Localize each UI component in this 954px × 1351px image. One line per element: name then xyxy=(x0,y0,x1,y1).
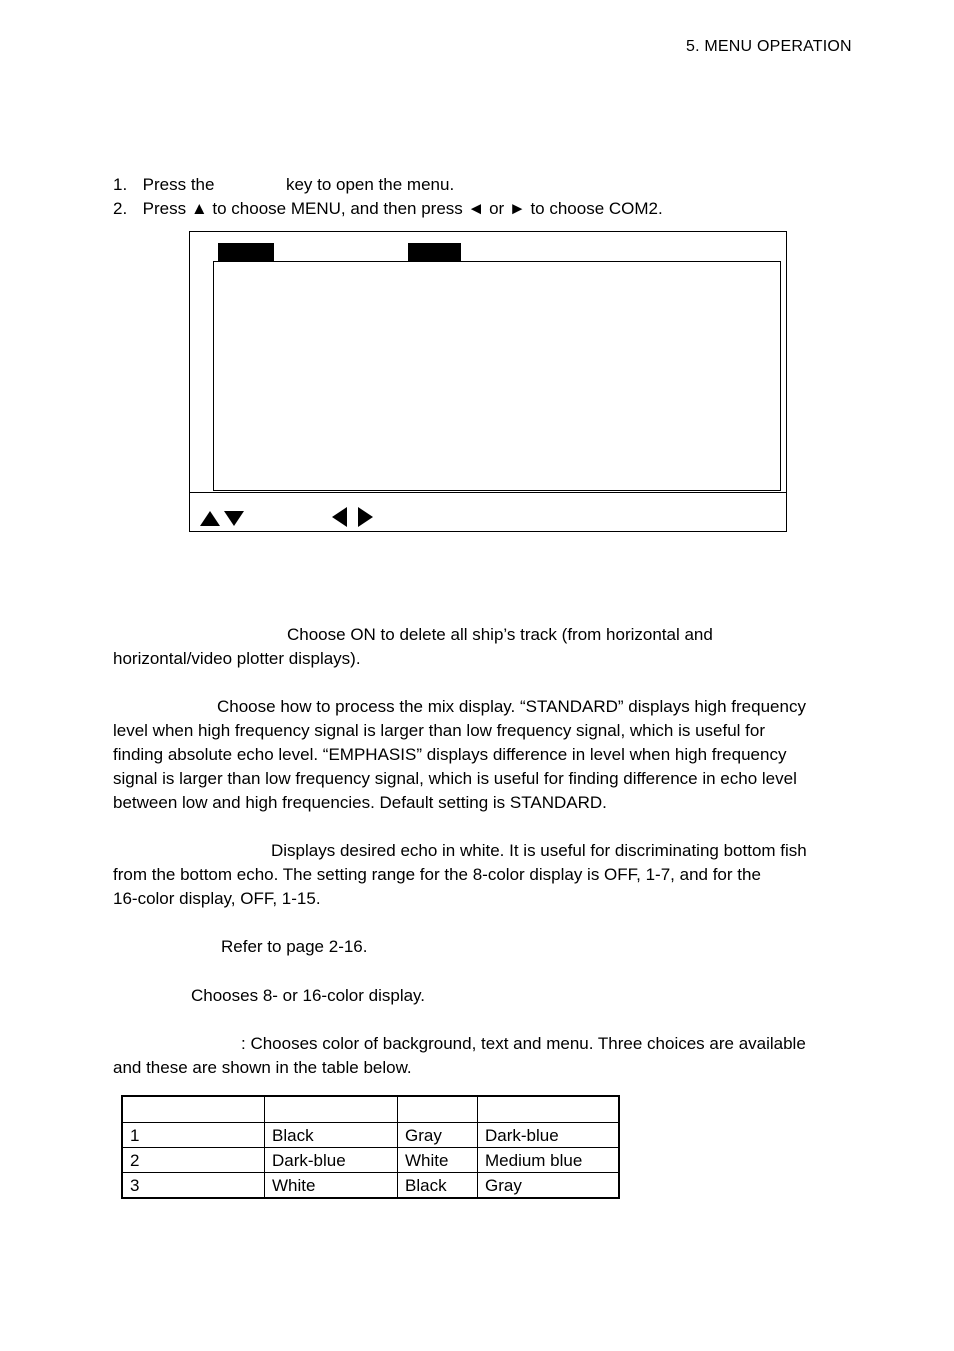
table-cell: Gray xyxy=(398,1123,478,1148)
white-marker-line-3: 16-color display, OFF, 1-15. xyxy=(113,889,321,908)
table-row xyxy=(122,1123,619,1148)
table-header-row xyxy=(122,1096,619,1123)
section-header: 5. MENU OPERATION xyxy=(686,38,852,55)
table-row xyxy=(122,1173,619,1199)
table-cell: Medium blue xyxy=(478,1148,620,1173)
mix-display-line-4: signal is larger than low frequency signal, which is useful for finding difference in echo level xyxy=(113,769,797,788)
display-color-line-1: : Chooses color of background, text and menu. Three choices are available xyxy=(241,1034,806,1053)
table-cell: Black xyxy=(398,1173,478,1199)
menu-screen-figure xyxy=(189,231,787,532)
table-row xyxy=(122,1148,619,1173)
table-cell: Gray xyxy=(478,1173,620,1199)
guidance-divider xyxy=(190,492,786,493)
mix-display-line-2: level when high frequency signal is larger than low frequency signal, which is useful for xyxy=(113,721,766,740)
mix-display-line-3: finding absolute echo level. “EMPHASIS” displays difference in level when high frequency xyxy=(113,745,787,764)
menu-items-panel xyxy=(213,261,781,491)
colors-text: Chooses 8- or 16-color display. xyxy=(191,986,426,1005)
white-marker-line-2: from the bottom echo. The setting range for the 8-color display is OFF, 1-7, and for the xyxy=(113,865,761,884)
step-2-text: Press ▲ to choose MENU, and then press ◄ or ► to choose COM2. xyxy=(142,199,663,218)
refer-text: Refer to page 2-16. xyxy=(221,937,368,956)
table-cell: White xyxy=(398,1148,478,1173)
table-cell: Dark-blue xyxy=(265,1148,398,1173)
step-1-text-after: key to open the menu. xyxy=(285,175,455,194)
display-color-table xyxy=(121,1095,620,1199)
table-header-cell xyxy=(122,1096,265,1123)
triangle-up-icon xyxy=(200,511,220,526)
step-2-number: 2. xyxy=(113,199,128,218)
step-1-text-before: Press the xyxy=(142,175,215,194)
menu-tab-highlight xyxy=(218,243,274,261)
white-marker-line-1: Displays desired echo in white. It is useful for discriminating bottom fish xyxy=(271,841,807,860)
table-header-cell xyxy=(398,1096,478,1123)
table-header-cell xyxy=(478,1096,620,1123)
table-cell: Dark-blue xyxy=(478,1123,620,1148)
clear-track-line-2: horizontal/video plotter displays). xyxy=(113,649,361,668)
triangle-down-icon xyxy=(224,511,244,526)
table-cell: 2 xyxy=(122,1148,265,1173)
table-cell: 1 xyxy=(122,1123,265,1148)
table-cell: 3 xyxy=(122,1173,265,1199)
com2-tab-highlight xyxy=(408,243,461,261)
table-header-cell xyxy=(265,1096,398,1123)
clear-track-line-1: Choose ON to delete all ship’s track (from horizontal and xyxy=(287,625,713,644)
display-color-line-2: and these are shown in the table below. xyxy=(113,1058,412,1077)
step-1-number: 1. xyxy=(113,175,128,194)
table-cell: White xyxy=(265,1173,398,1199)
step-1 xyxy=(113,173,454,197)
triangle-right-icon xyxy=(358,507,373,527)
triangle-left-icon xyxy=(332,507,347,527)
mix-display-line-1: Choose how to process the mix display. “STANDARD” displays high frequency xyxy=(217,697,806,716)
step-2 xyxy=(113,197,663,221)
table-cell: Black xyxy=(265,1123,398,1148)
mix-display-line-5: between low and high frequencies. Default setting is STANDARD. xyxy=(113,793,607,812)
